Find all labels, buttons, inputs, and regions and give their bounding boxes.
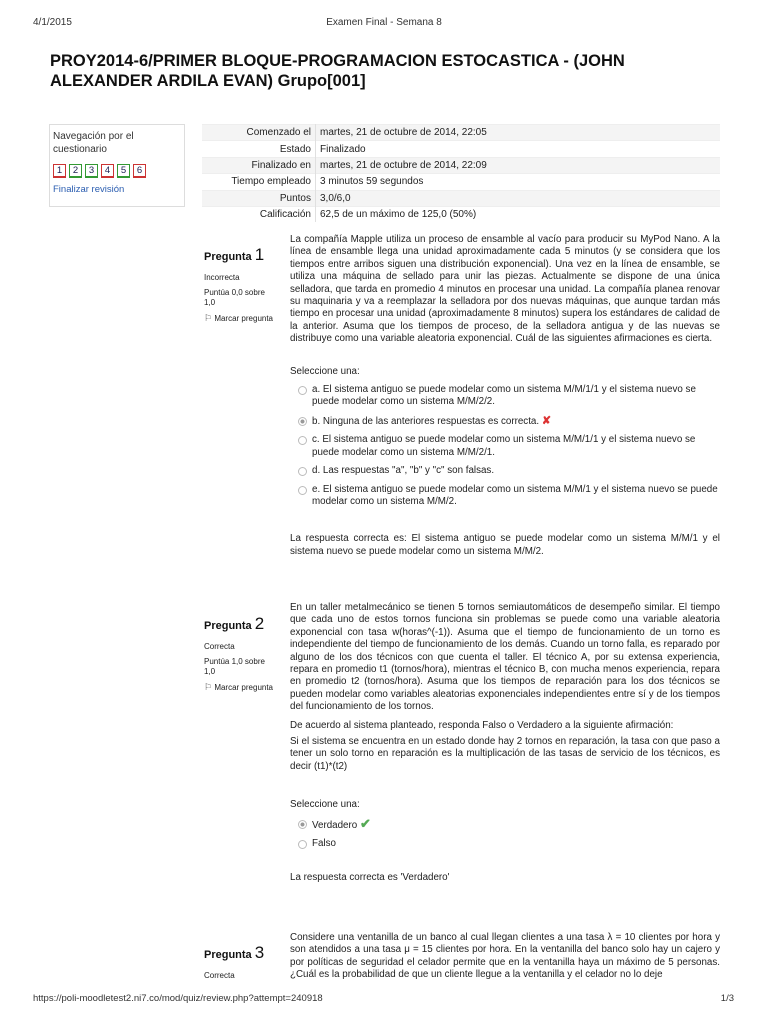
summary-label: Calificación [202, 206, 316, 222]
summary-row [202, 157, 720, 173]
attempt-summary-table [202, 124, 720, 222]
summary-label: Tiempo empleado [202, 174, 316, 190]
question-button-5[interactable]: 5 [117, 164, 130, 178]
radio-button[interactable] [298, 840, 307, 849]
question-number-value: 2 [254, 614, 265, 633]
question-statement: Si el sistema se encuentra en un estado donde hay 2 tornos en reparación, la tasa con que paso a tener un solo torno en reparación es la multiplicación de las tasas de servicio de los técnicos, es decir (t1)*(t2) [290, 736, 720, 772]
question-points: Puntúa 0,0 sobre 1,0 [204, 288, 265, 307]
question-1-body [290, 234, 720, 558]
flag-label: Marcar pregunta [214, 314, 274, 323]
flag-label: Marcar pregunta [214, 683, 274, 692]
correct-answer-feedback: La respuesta correcta es 'Verdadero' [290, 871, 450, 883]
question-button-3[interactable]: 3 [85, 164, 98, 178]
question-status: Incorrecta [204, 273, 240, 282]
option-text: d. Las respuestas "a", "b" y "c" son falsas. [312, 465, 495, 477]
summary-row [202, 141, 720, 157]
print-date: 4/1/2015 [33, 17, 72, 28]
question-number-value: 1 [254, 245, 265, 264]
summary-value: Finalizado [316, 141, 721, 157]
answer-option-false[interactable] [290, 838, 720, 850]
summary-value: martes, 21 de octubre de 2014, 22:05 [316, 125, 721, 141]
option-text: Falso [312, 838, 336, 850]
answer-option-d[interactable] [290, 465, 720, 477]
summary-row [202, 190, 720, 206]
quiz-navigation-heading: Navegación por el cuestionario [53, 131, 134, 155]
pdf-header [0, 17, 768, 31]
summary-label: Finalizado en [202, 157, 316, 173]
option-text: e. El sistema antiguo se puede modelar como un sistema M/M/1 y el sistema nuevo se puede modelar como un sistema M/M/2. [312, 483, 718, 507]
course-title: PROY2014-6/PRIMER BLOQUE-PROGRAMACION ESTOCASTICA - (JOHN ALEXANDER ARDILA EVAN) Grupo[001] [50, 52, 625, 90]
summary-value: martes, 21 de octubre de 2014, 22:09 [316, 157, 721, 173]
question-buttons [53, 164, 181, 178]
option-text: a. El sistema antiguo se puede modelar como un sistema M/M/1/1 y el sistema nuevo se puede modelar como un sistema M/M/2/2. [312, 384, 696, 408]
question-number [204, 943, 274, 963]
summary-row [202, 206, 720, 222]
quiz-navigation-block [49, 124, 185, 207]
correct-check-icon: ✔ [359, 815, 371, 831]
flag-question-link[interactable] [204, 683, 274, 692]
question-label: Pregunta [204, 620, 252, 632]
summary-value: 3 minutos 59 segundos [316, 174, 721, 190]
option-text: Verdadero [312, 819, 358, 831]
summary-value: 62,5 de un máximo de 125,0 (50%) [316, 206, 721, 222]
page-url: https://poli-moodletest2.ni7.co/mod/quiz/review.php?attempt=240918 [33, 993, 323, 1004]
question-1-info [204, 245, 274, 323]
question-label: Pregunta [204, 949, 252, 961]
question-text: Considere una ventanilla de un banco al cual llegan clientes a una tasa λ = 10 clientes por hora y son atendidos a una tasa μ = 15 clientes por hora. En la ventanilla del banco solo hay un cajero y por políticas de seguridad el celador permite que en la ventanilla haya un máximo de 5 personas. ¿Cuál es la probabilidad de que un cliente llegue a la ventanilla y el celador no lo deje [290, 932, 720, 981]
question-3-body [290, 932, 720, 982]
summary-row [202, 174, 720, 190]
question-instruction: De acuerdo al sistema planteado, responda Falso o Verdadero a la siguiente afirmación: [290, 719, 674, 731]
summary-label: Comenzado el [202, 125, 316, 141]
question-2-body [290, 602, 720, 884]
incorrect-icon: ✘ [541, 414, 552, 427]
answer-option-e[interactable] [290, 484, 720, 509]
question-text: La compañía Mapple utiliza un proceso de ensamble al vacío para producir su MyPod Nano. A la línea de ensamble llega una unidad aproximadamente cada 5 minutos (y se considera que los tiempos entre arribos siguen una distribución exponencial). Una vez en la línea de ensamble, se utiliza una máquina de sellado para unir las piezas. Actualmente se dispone de una única selladora, que tarda en promedio 4 minutos en procesar una unidad. La compañía planea renovar su maquinaria y va a reemplazar la selladora por dos nuevas máquinas, que aunque tardan más tiempo en procesar una unidad (aproximadamente 8 minutos) supera los estándares de calidad de la anterior. Asuma que los tiempos de proceso, de la selladora antigua y de las nuevas se distribuye como una variable aleatoria exponencial. Cuál de las siguientes afirmaciones es cierta. [290, 234, 720, 345]
summary-label: Puntos [202, 190, 316, 206]
radio-button-selected[interactable] [298, 417, 307, 426]
question-number-value: 3 [254, 943, 265, 962]
question-status: Correcta [204, 642, 235, 651]
radio-button[interactable] [298, 467, 307, 476]
question-button-6[interactable]: 6 [133, 164, 146, 178]
question-3-info [204, 943, 274, 980]
question-points: Puntúa 1,0 sobre 1,0 [204, 657, 265, 676]
question-text: En un taller metalmecánico se tienen 5 tornos semiautomáticos de desempeño similar. El tiempo que cada uno de estos tornos funciona sin problemas se puede como una variable aleatoria exponencial con tasa w(horas^(-1)). Asuma que el tiempo de funcionamiento de un torno es independiente del tiempo de funcionamiento de los demás. Cuando un torno falla, es reparado por alguno de los dos técnicos con que cuenta el taller. El técnico A, por su extensa experiencia, repara en promedio t1 (tornos/hora), mientras el técnico B, con mucha menos experiencia, repara en promedio t2 (tornos/hora). Asuma que los tiempos de reparación para los dos técnicos se pueden modelar como variables aleatorias exponenciales independientes entre sí y de los tiempos del funcionamiento de los tornos. [290, 602, 720, 713]
radio-button[interactable] [298, 386, 307, 395]
question-status: Correcta [204, 971, 235, 980]
answer-option-b[interactable] [290, 415, 720, 428]
select-one-label: Seleccione una: [290, 799, 360, 811]
select-one-label: Seleccione una: [290, 365, 360, 377]
page-number: 1/3 [720, 993, 734, 1004]
summary-label: Estado [202, 141, 316, 157]
question-number [204, 245, 274, 265]
finish-review-link[interactable]: Finalizar revisión [53, 184, 125, 195]
question-2-info [204, 614, 274, 692]
flag-question-link[interactable] [204, 314, 274, 323]
radio-button-selected[interactable] [298, 820, 307, 829]
question-label: Pregunta [204, 251, 252, 263]
summary-value: 3,0/6,0 [316, 190, 721, 206]
question-button-2[interactable]: 2 [69, 164, 82, 178]
answer-option-a[interactable] [290, 384, 720, 409]
radio-button[interactable] [298, 436, 307, 445]
option-text: b. Ninguna de las anteriores respuestas es correcta. [312, 415, 540, 427]
radio-button[interactable] [298, 486, 307, 495]
print-title: Examen Final - Semana 8 [326, 17, 442, 28]
answer-option-c[interactable] [290, 434, 720, 459]
flag-icon: ⚐ [204, 682, 213, 692]
flag-icon: ⚐ [204, 313, 213, 323]
question-number [204, 614, 274, 634]
correct-answer-feedback: La respuesta correcta es: El sistema antiguo se puede modelar como un sistema M/M/1 y el sistema nuevo se puede modelar como un sistema M/M/2. [290, 533, 720, 557]
option-text: c. El sistema antiguo se puede modelar como un sistema M/M/1/1 y el sistema nuevo se puede modelar como un sistema M/M/2/1. [312, 434, 696, 458]
answer-option-true[interactable] [290, 815, 720, 832]
question-button-4[interactable]: 4 [101, 164, 114, 178]
question-button-1[interactable]: 1 [53, 164, 66, 178]
summary-row [202, 125, 720, 141]
